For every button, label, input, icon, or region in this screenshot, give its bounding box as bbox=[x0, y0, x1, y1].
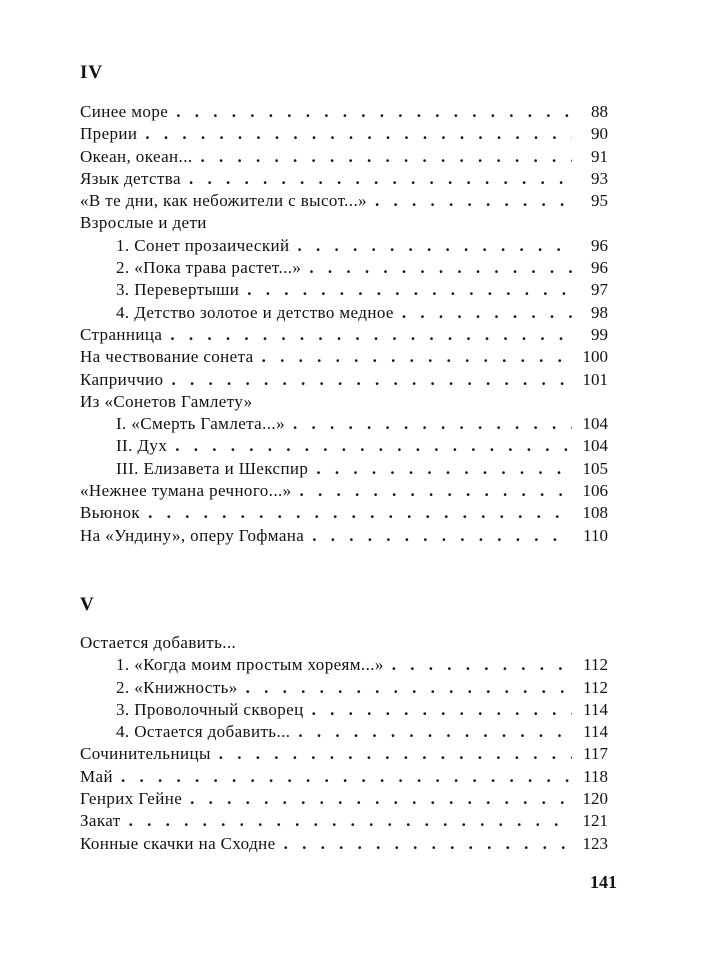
toc-entry-title: Остается добавить... bbox=[80, 633, 237, 652]
toc-entry-page: 100 bbox=[582, 347, 608, 367]
leader-dots bbox=[300, 480, 572, 502]
toc-entry-page: 101 bbox=[582, 369, 608, 389]
toc-entry bbox=[80, 123, 608, 145]
leader-dots bbox=[176, 101, 572, 123]
leader-dots bbox=[312, 699, 572, 721]
toc-entry bbox=[80, 168, 608, 190]
toc-entry-page: 112 bbox=[583, 677, 608, 697]
leader-dots bbox=[309, 257, 572, 279]
leader-dots bbox=[298, 721, 572, 743]
toc-entry-title: 1. «Когда моим простым хореям...» bbox=[116, 655, 384, 675]
toc-entry bbox=[80, 279, 608, 301]
toc-entry bbox=[80, 810, 608, 832]
toc-entry-title: 2. «Книжность» bbox=[116, 677, 238, 697]
toc-group-heading bbox=[80, 391, 608, 413]
toc-entry-page: 120 bbox=[582, 789, 608, 809]
toc-entry bbox=[80, 257, 608, 279]
leader-dots bbox=[312, 525, 572, 547]
toc-entry-page: 96 bbox=[591, 235, 608, 255]
toc-entry-page: 123 bbox=[582, 833, 608, 853]
toc-entry bbox=[80, 435, 608, 457]
toc-entry-title: «В те дни, как небожители с высот...» bbox=[80, 191, 367, 211]
toc-entry bbox=[80, 324, 608, 346]
leader-dots bbox=[145, 123, 572, 145]
toc-entry-page: 96 bbox=[591, 258, 608, 278]
toc-entry bbox=[80, 235, 608, 257]
toc-entry-page: 93 bbox=[591, 168, 608, 188]
toc-entry-page: 114 bbox=[583, 722, 608, 742]
toc-entry bbox=[80, 101, 608, 123]
toc-entry-page: 110 bbox=[583, 525, 608, 545]
toc-entry bbox=[80, 413, 608, 435]
toc-entry bbox=[80, 480, 608, 502]
toc-entry-title: 3. Проволочный скворец bbox=[116, 699, 304, 719]
toc-section-v bbox=[80, 632, 608, 855]
toc-entry-page: 104 bbox=[582, 436, 608, 456]
toc-entry-page: 88 bbox=[591, 102, 608, 121]
toc-entry-title: III. Елизавета и Шекспир bbox=[116, 458, 309, 478]
toc-entry bbox=[80, 302, 608, 324]
leader-dots bbox=[262, 346, 572, 368]
leader-dots bbox=[219, 743, 572, 765]
toc-entry-title: 3. Перевертыши bbox=[116, 280, 240, 300]
toc-entry-title: На «Ундину», оперу Гофмана bbox=[80, 525, 305, 545]
toc-entry-page: 95 bbox=[591, 191, 608, 211]
toc-entry-page: 91 bbox=[591, 146, 608, 166]
toc-entry-page: 106 bbox=[582, 481, 608, 501]
toc-entry-title: Закат bbox=[80, 811, 121, 831]
toc-entry-page: 118 bbox=[583, 766, 608, 786]
toc-entry-page: 98 bbox=[591, 302, 608, 322]
toc-entry-title: Май bbox=[80, 766, 113, 786]
leader-dots bbox=[246, 677, 572, 699]
toc-entry bbox=[80, 146, 608, 168]
toc-entry-title: Из «Сонетов Гамлету» bbox=[80, 391, 253, 411]
toc-entry-title: I. «Смерть Гамлета...» bbox=[116, 414, 285, 434]
leader-dots bbox=[298, 235, 572, 257]
toc-entry bbox=[80, 699, 608, 721]
leader-dots bbox=[284, 833, 572, 855]
toc-entry bbox=[80, 190, 608, 212]
toc-entry-title: Конные скачки на Сходне bbox=[80, 833, 276, 853]
leader-dots bbox=[247, 279, 572, 301]
leader-dots bbox=[402, 302, 572, 324]
toc-entry-page: 97 bbox=[591, 280, 608, 300]
toc-entry bbox=[80, 721, 608, 743]
toc-group-heading bbox=[80, 212, 608, 234]
toc-entry-title: Вьюнок bbox=[80, 503, 141, 523]
toc-entry bbox=[80, 502, 608, 524]
toc-entry-title: Каприччио bbox=[80, 369, 164, 389]
toc-entry-title: Сочинительницы bbox=[80, 744, 211, 764]
leader-dots bbox=[190, 788, 572, 810]
leader-dots bbox=[189, 168, 572, 190]
toc-entry-title: 4. Остается добавить... bbox=[116, 722, 291, 742]
toc-entry-title: Прерии bbox=[80, 124, 138, 144]
toc-entry bbox=[80, 743, 608, 765]
toc-entry-title: II. Дух bbox=[116, 436, 168, 456]
toc-entry-title: На чествование сонета bbox=[80, 347, 254, 367]
toc-entry-title: Взрослые и дети bbox=[80, 213, 207, 233]
toc-entry-title: Океан, океан... bbox=[80, 146, 193, 166]
leader-dots bbox=[392, 654, 572, 676]
leader-dots bbox=[129, 810, 572, 832]
leader-dots bbox=[148, 502, 572, 524]
toc-entry-page: 90 bbox=[591, 124, 608, 144]
toc-entry bbox=[80, 833, 608, 855]
toc-entry-page: 108 bbox=[582, 503, 608, 523]
leader-dots bbox=[201, 146, 573, 168]
toc-entry-page: 117 bbox=[583, 744, 608, 764]
toc-entry bbox=[80, 458, 608, 480]
leader-dots bbox=[121, 766, 572, 788]
toc-entry bbox=[80, 525, 608, 547]
toc-entry-page: 104 bbox=[582, 414, 608, 434]
toc-entry-title: Генрих Гейне bbox=[80, 789, 183, 809]
toc-entry-page: 121 bbox=[582, 811, 608, 831]
leader-dots bbox=[316, 458, 572, 480]
leader-dots bbox=[171, 369, 572, 391]
toc-entry-page: 114 bbox=[583, 699, 608, 719]
toc-section-iv bbox=[80, 101, 608, 547]
leader-dots bbox=[170, 324, 572, 346]
section-title-v: V bbox=[80, 594, 95, 615]
toc-entry-title: 2. «Пока трава растет...» bbox=[116, 258, 302, 278]
toc-group-heading bbox=[80, 632, 608, 654]
toc-entry bbox=[80, 654, 608, 676]
toc-entry-title: 4. Детство золотое и детство медное bbox=[116, 302, 394, 322]
toc-entry bbox=[80, 766, 608, 788]
leader-dots bbox=[175, 435, 572, 457]
toc-entry bbox=[80, 677, 608, 699]
toc-entry-title: «Нежнее тумана речного...» bbox=[80, 481, 292, 501]
toc-entry bbox=[80, 346, 608, 368]
toc-entry-title: 1. Сонет прозаический bbox=[116, 235, 290, 255]
toc-entry-title: Странница bbox=[80, 324, 163, 344]
toc-entry-page: 112 bbox=[583, 655, 608, 675]
toc-entry-page: 105 bbox=[582, 458, 608, 478]
toc-entry-page: 99 bbox=[591, 324, 608, 344]
toc-entry bbox=[80, 369, 608, 391]
toc-entry-title: Язык детства bbox=[80, 168, 181, 188]
leader-dots bbox=[375, 190, 572, 212]
section-title-iv: IV bbox=[80, 62, 104, 83]
toc-entry-title: Синее море bbox=[80, 102, 169, 121]
leader-dots bbox=[293, 413, 572, 435]
page-number: 141 bbox=[590, 872, 617, 892]
toc-entry bbox=[80, 788, 608, 810]
